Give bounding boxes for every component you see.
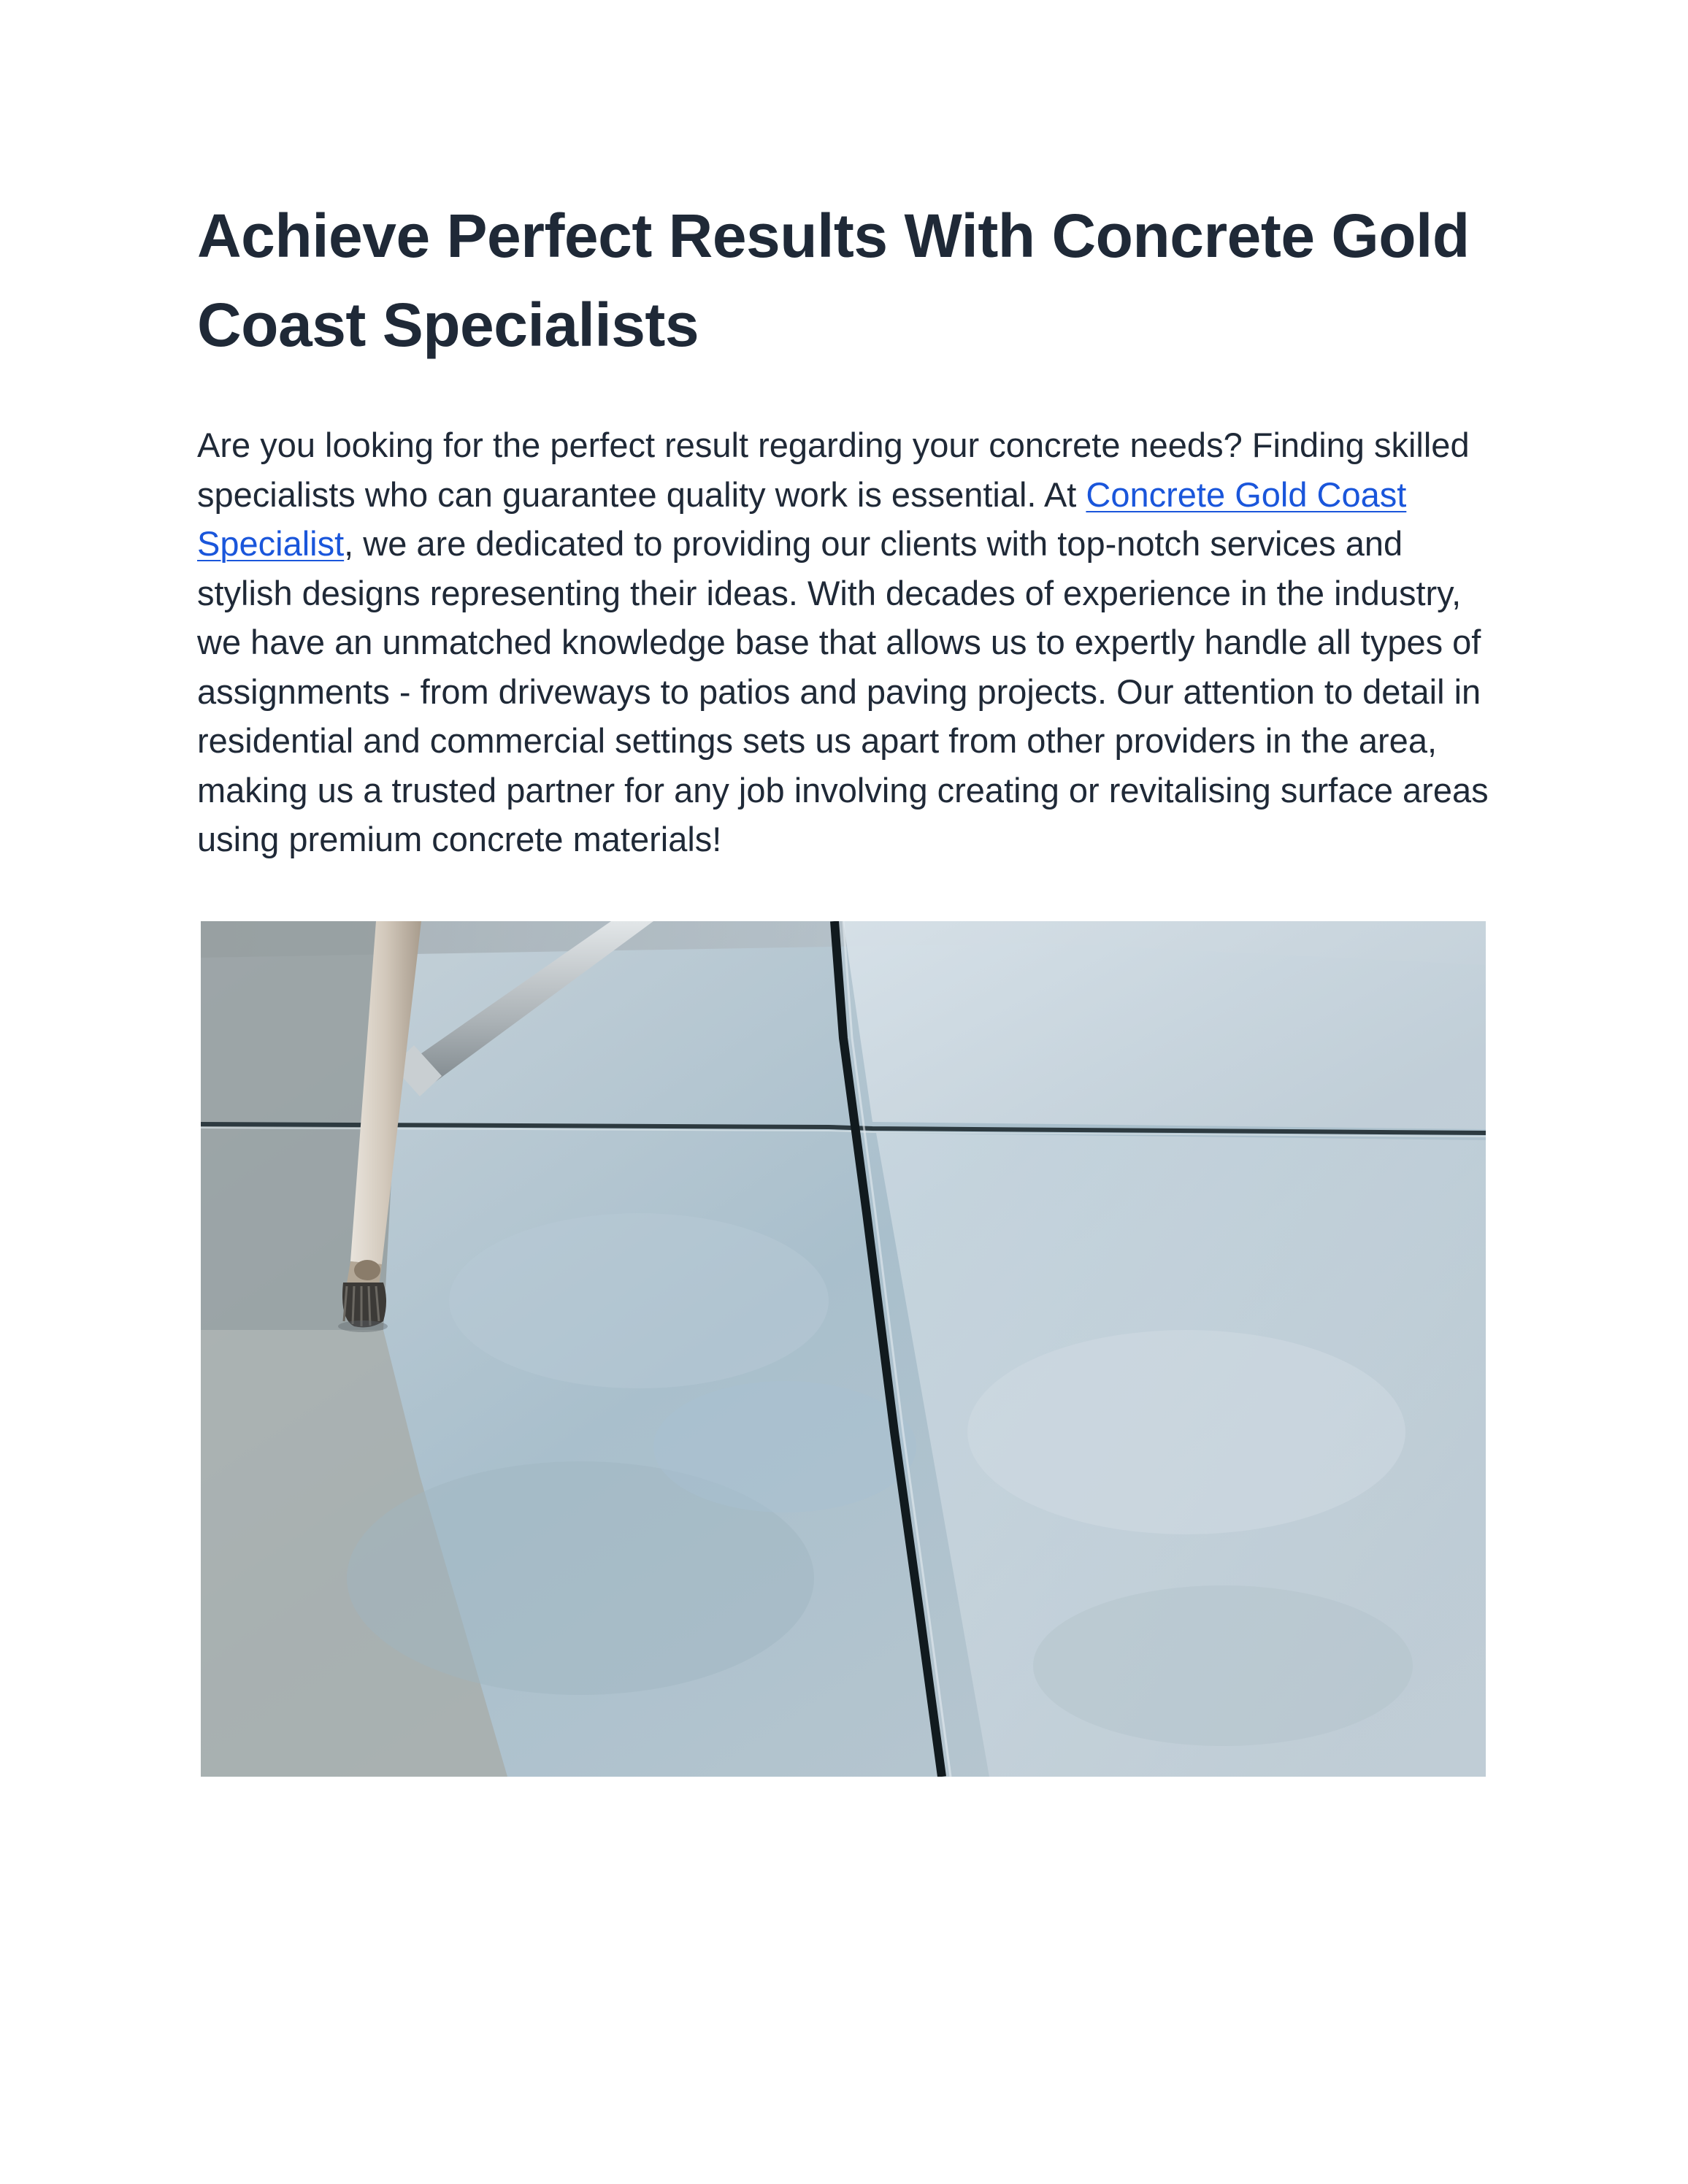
intro-text-before-link: Are you looking for the perfect result regarding your concrete needs? Finding skilled specialists who can guarantee quality work is essential. At: [197, 426, 1470, 514]
page-title: Achieve Perfect Results With Concrete Gold Coast Specialists: [197, 201, 1470, 359]
intro-text-after-link: , we are dedicated to providing our clients with top-notch services and stylish designs representing their ideas. With decades of experience in the industry, we have an unmatched knowledge base that allows us to expertly handle all types of assignments - from driveways to patios and paving projects. Our attention to detail in residential and commercial settings sets us apart from other providers in the area, making us a trusted partner for any job involving creating or revitalising surface areas using premium concrete materials!: [197, 524, 1489, 858]
concrete-broom-photo: [201, 921, 1486, 1777]
concrete-gold-coast-link[interactable]: Concrete Gold Coast Specialist: [197, 474, 1407, 563]
intro-paragraph: [197, 420, 1497, 864]
